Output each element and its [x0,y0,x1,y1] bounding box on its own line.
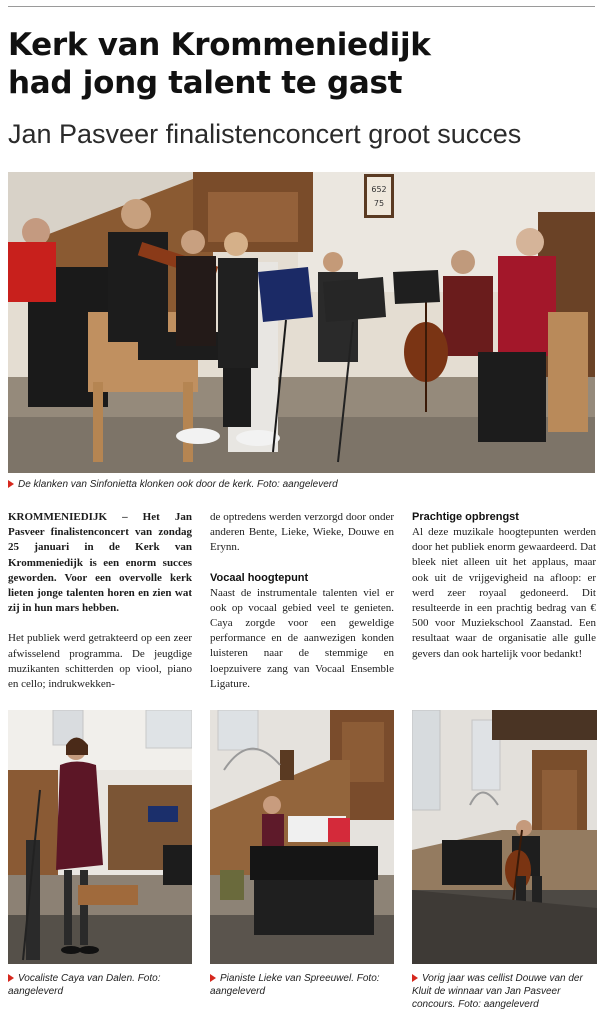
caption-arrow-icon [8,480,14,488]
hymn-number-2: 75 [373,199,385,208]
subheadline: Jan Pasveer finalistenconcert groot succes [8,119,522,149]
caption-pianiste [210,972,394,998]
photo-vocaliste [8,710,192,964]
main-photo-caption [8,478,595,491]
hymn-board [364,174,394,218]
top-rule [8,6,595,7]
main-photo-sinfonietta [8,172,595,473]
caption-vocaliste-text: Vocaliste Caya van Dalen. Foto: aangeleverd [8,973,161,997]
heading-vocaal-hoogtepunt: Vocaal hoogtepunt [210,571,309,584]
heading-prachtige-opbrengst: Prachtige opbrengst [412,511,519,523]
paragraph-programma: Het publiek werd getrakteerd op een zeer afwisselend programma. De jeugdige muzikanten schitterden op viool, piano en cello; indrukwekken- [8,632,192,691]
headline-line-1: Kerk van Krommeniedijk [8,27,431,63]
paragraph-optredens: de optredens werden verzorgd door onder anderen Bente, Lieke, Wieke, Douwe en Erynn. [210,511,394,554]
dateline: KROMMENIEDIJK [8,511,107,523]
lead-text: – Het Jan Pasveer finalistenconcert van zondag 25 januari in de Kerk van Krommeniedijk is een enorm succes geworden. Voor een overvolle kerk lieten jonge talenten horen en zien wat zij in hun mars hebben. [8,511,192,615]
photo-pianiste [210,710,394,964]
main-photo-caption-text: De klanken van Sinfonietta klonken ook door de kerk. Foto: aangeleverd [18,479,338,490]
caption-arrow-icon [412,974,418,982]
headline-line-2: had jong talent te gast [8,65,403,101]
caption-vocaliste [8,972,192,998]
photo-cellist [412,710,597,964]
caption-arrow-icon [8,974,14,982]
intro-paragraph [8,510,192,616]
caption-cellist-text: Vorig jaar was cellist Douwe van der Kluit de winnaar van Jan Pasveer concours. Foto: aangeleverd [412,973,583,1010]
paragraph-vocaal: Naast de instrumentale talenten viel er ook op vocaal gebied veel te genieten. Caya zorgde voor een geweldige performance en de aanwezigen konden luisteren naar de stemmige en loepzuivere zang van Vocaal Ensemble Ligature. [210,586,394,690]
body-column-1 [8,510,192,707]
hymn-number-1: 652 [371,185,387,194]
caption-cellist [412,972,597,1011]
headline [8,26,598,102]
body-column-3 [412,510,596,677]
body-column-2 [210,510,394,707]
caption-arrow-icon [210,974,216,982]
paragraph-opbrengst: Al deze muzikale hoogtepunten werden door het publiek enorm gewaardeerd. Dat bleek niet alleen uit het applaus, maar ook uit de vrijgevigheid na afloop: er werd zeer royaal gedoneerd. Dit resulteerde in een prachtig bedrag van € 500 voor Muziekschool Zaanstad. Een resultaat waar de organisatie alle gulle gevers dan ook hartelijk voor bedankt! [412,526,596,660]
caption-pianiste-text: Pianiste Lieke van Spreeuwel. Foto: aangeleverd [210,973,380,997]
